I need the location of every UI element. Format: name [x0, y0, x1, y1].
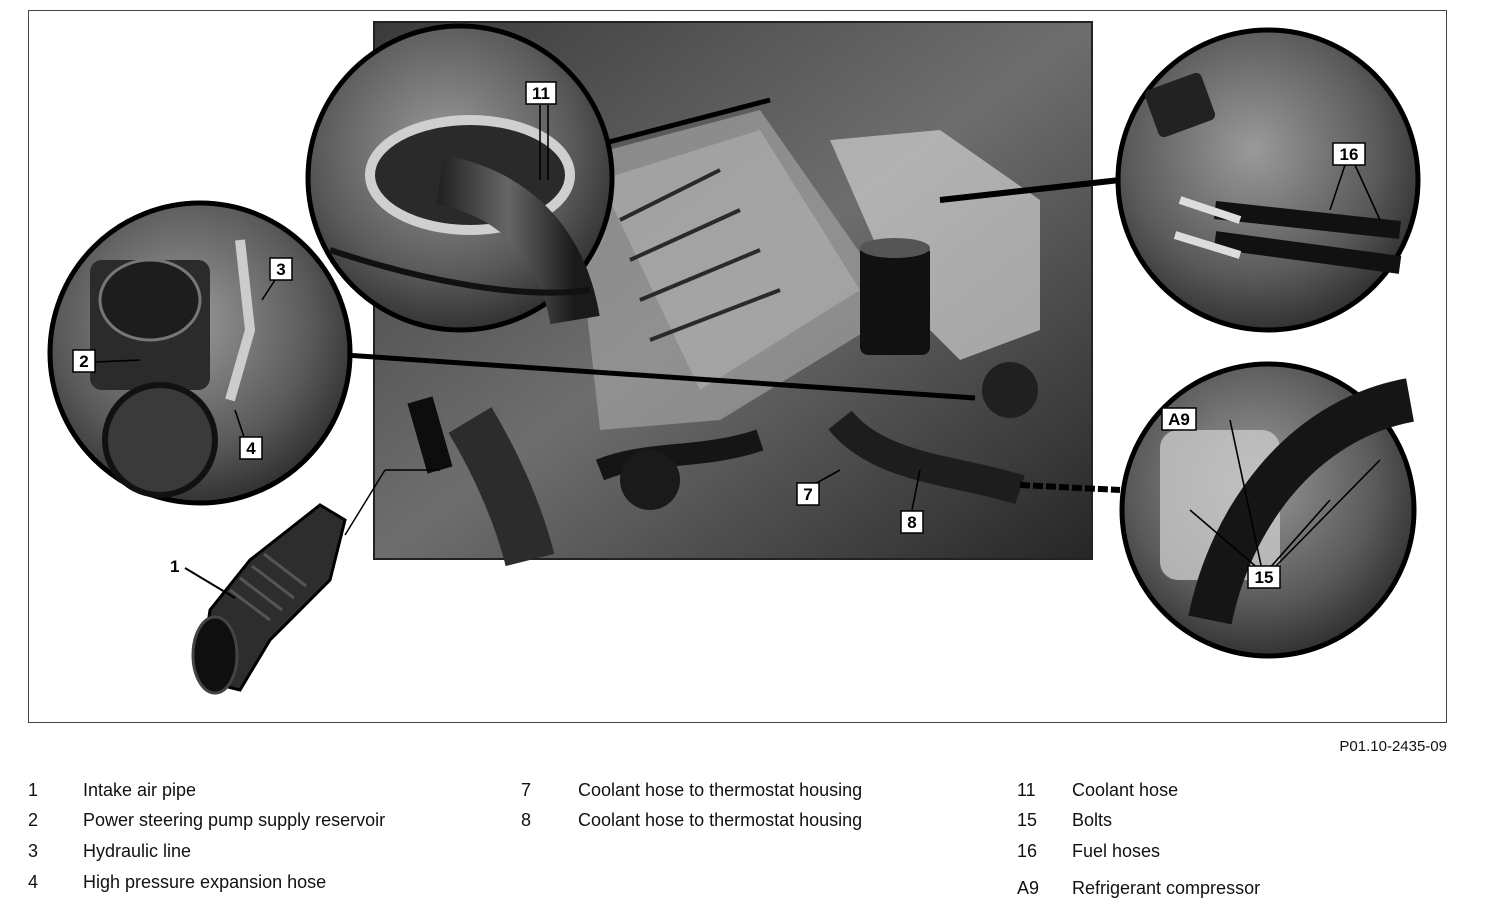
legend-num: 8 — [521, 810, 532, 830]
legend-text: Fuel hoses — [1072, 841, 1161, 861]
svg-text:A9: A9 — [1168, 410, 1190, 429]
svg-text:8: 8 — [907, 513, 917, 532]
legend-num: 15 — [1017, 810, 1038, 830]
callout-2 — [73, 350, 95, 372]
legend-text: Intake air pipe — [83, 780, 197, 800]
svg-text:16: 16 — [1339, 145, 1359, 164]
callout-11 — [526, 82, 556, 104]
legend-num: 2 — [28, 810, 39, 830]
callout-8 — [901, 511, 923, 533]
legend-text: Bolts — [1072, 810, 1113, 830]
legend-num: 4 — [28, 872, 39, 892]
callout-3 — [270, 258, 292, 280]
callout-15 — [1248, 566, 1280, 588]
callout-1 — [170, 557, 179, 576]
intake-air-pipe — [185, 505, 345, 693]
legend-num: 11 — [1017, 780, 1036, 800]
legend-num: 16 — [1017, 841, 1038, 861]
legend-text: High pressure expansion hose — [83, 872, 327, 892]
legend-text: Refrigerant compressor — [1072, 878, 1261, 898]
detail-circle-11 — [308, 26, 612, 330]
legend-text: Coolant hose to thermostat housing — [578, 780, 863, 800]
detail-circle-16 — [1118, 30, 1418, 330]
svg-text:4: 4 — [246, 439, 256, 458]
callout-16 — [1333, 143, 1365, 165]
svg-text:1: 1 — [170, 557, 180, 576]
figure-id: P01.10-2435-09 — [1339, 738, 1447, 755]
legend-text: Hydraulic line — [83, 841, 192, 861]
legend-num: 1 — [28, 780, 39, 800]
legend-text: Coolant hose — [1072, 780, 1179, 800]
svg-text:2: 2 — [79, 352, 89, 371]
legend-num: 7 — [521, 780, 532, 800]
legend-num: A9 — [1017, 878, 1040, 898]
callout-A9 — [1162, 408, 1196, 430]
svg-text:7: 7 — [803, 485, 813, 504]
callout-4 — [240, 437, 262, 459]
svg-text:3: 3 — [276, 260, 286, 279]
callout-7 — [797, 483, 819, 505]
svg-text:11: 11 — [532, 84, 550, 103]
svg-text:15: 15 — [1254, 568, 1274, 587]
legend-num: 3 — [28, 841, 39, 861]
legend-text: Coolant hose to thermostat housing — [578, 810, 863, 830]
legend-text: Power steering pump supply reservoir — [83, 810, 386, 830]
